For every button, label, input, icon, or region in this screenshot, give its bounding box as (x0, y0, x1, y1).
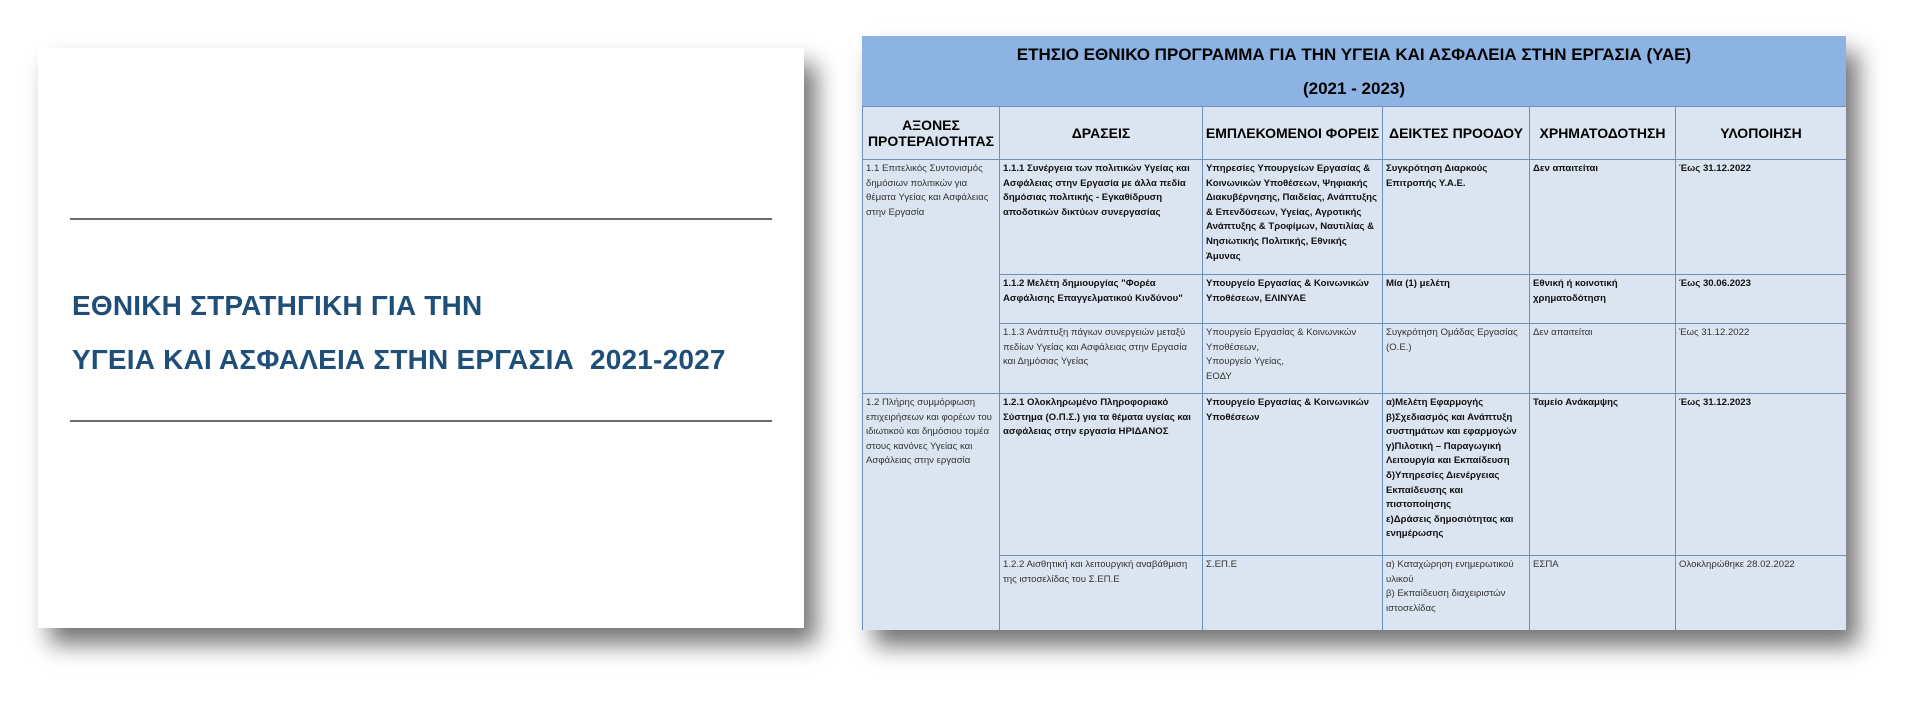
implementation-cell: Έως 30.06.2023 (1676, 275, 1847, 324)
header-implementation: ΥΛΟΠΟΙΗΣΗ (1676, 107, 1847, 160)
action-cell: 1.2.2 Αισθητική και λειτουργική αναβάθμιση της ιστοσελίδας του Σ.ΕΠ.Ε (1000, 556, 1203, 631)
axis-cell: 1.2 Πλήρης συμμόρφωση επιχειρήσεων και φορέων του ιδιωτικού και δημόσιου τομέα στους κανόνες Υγείας και Ασφάλειας στην εργασία (863, 394, 1000, 556)
action-cell: 1.1.2 Μελέτη δημιουργίας "Φορέα Ασφάλισης Επαγγελματικού Κινδύνου" (1000, 275, 1203, 324)
action-plan-slide (862, 36, 1846, 630)
axis-cell (863, 324, 1000, 394)
axis-cell: 1.1 Επιτελικός Συντονισμός δημόσιων πολιτικών για θέματα Υγείας και Ασφάλειας στην Εργασία (863, 160, 1000, 275)
bodies-cell: Σ.ΕΠ.Ε (1203, 556, 1383, 631)
table-row (863, 556, 1847, 631)
table-row (863, 160, 1847, 275)
table-row (863, 275, 1847, 324)
header-indicators: ΔΕΙΚΤΕΣ ΠΡΟΟΔΟΥ (1383, 107, 1530, 160)
funding-cell: Δεν απαιτείται (1530, 160, 1676, 275)
axis-cell (863, 275, 1000, 324)
header-funding: ΧΡΗΜΑΤΟΔΟΤΗΣΗ (1530, 107, 1676, 160)
indicator-cell: Συγκρότηση Διαρκούς Επιτροπής Υ.Α.Ε. (1383, 160, 1530, 275)
header-actions: ΔΡΑΣΕΙΣ (1000, 107, 1203, 160)
action-cell: 1.1.1 Συνέργεια των πολιτικών Υγείας και Ασφάλειας στην Εργασία με άλλα πεδία δημόσιας πολιτικής - Εγκαθίδρυση αποδοτικών δικτύων συνεργασίας (1000, 160, 1203, 275)
cover-slide (38, 48, 804, 628)
bottom-divider (70, 420, 772, 422)
header-axes: ΑΞΟΝΕΣ ΠΡΟΤΕΡΑΙΟΤΗΤΑΣ (863, 107, 1000, 160)
indicator-cell: α)Μελέτη Εφαρμογής β)Σχεδιασμός και Ανάπτυξη συστημάτων και εφαρμογών γ)Πιλοτική – Παραγωγική Λειτουργία και Εκπαίδευση δ)Υπηρεσίες Διενέργειας Εκπαίδευσης και πιστοποίησης ε)Δράσεις δημοσιότητας και ενημέρωσης (1383, 394, 1530, 556)
table-row (863, 324, 1847, 394)
implementation-cell: Έως 31.12.2022 (1676, 324, 1847, 394)
funding-cell: ΕΣΠΑ (1530, 556, 1676, 631)
table-header-row (863, 107, 1847, 160)
indicator-cell: Μία (1) μελέτη (1383, 275, 1530, 324)
bodies-cell: Υπηρεσίες Υπουργείων Εργασίας & Κοινωνικών Υποθέσεων, Ψηφιακής Διακυβέρνησης, Παιδείας, Ανάπτυξης & Επενδύσεων, Υγείας, Αγροτικής Ανάπτυξης & Τροφίμων, Ναυτιλίας & Νησιωτικής Πολιτικής, Εθνικής Άμυνας (1203, 160, 1383, 275)
header-bodies: ΕΜΠΛΕΚΟΜΕΝΟΙ ΦΟΡΕΙΣ (1203, 107, 1383, 160)
plan-title: ΕΤΗΣΙΟ ΕΘΝΙΚΟ ΠΡΟΓΡΑΜΜΑ ΓΙΑ ΤΗΝ ΥΓΕΙΑ ΚΑΙ ΑΣΦΑΛΕΙΑ ΣΤΗΝ ΕΡΓΑΣΙΑ (ΥΑΕ) (1016, 45, 1692, 64)
top-divider (70, 218, 772, 220)
action-cell: 1.2.1 Ολοκληρωμένο Πληροφοριακό Σύστημα (Ο.Π.Σ.) για τα θέματα υγείας και ασφάλειας στην εργασία ΗΡΙΔΑΝΟΣ (1000, 394, 1203, 556)
cover-title-line-2: ΥΓΕΙΑ ΚΑΙ ΑΣΦΑΛΕΙΑ ΣΤΗΝ ΕΡΓΑΣΙΑ 2021-2027 (72, 344, 726, 375)
indicator-cell: α) Καταχώρηση ενημερωτικού υλικού β) Εκπαίδευση διαχειριστών ιστοσελίδας (1383, 556, 1530, 631)
bodies-cell: Υπουργείο Εργασίας & Κοινωνικών Υποθέσεων, ΕΛΙΝΥΑΕ (1203, 275, 1383, 324)
plan-table (862, 106, 1846, 630)
funding-cell: Εθνική ή κοινοτική χρηματοδότηση (1530, 275, 1676, 324)
implementation-cell: Έως 31.12.2022 (1676, 160, 1847, 275)
implementation-cell: Ολοκληρώθηκε 28.02.2022 (1676, 556, 1847, 631)
cover-title-line-1: ΕΘΝΙΚΗ ΣΤΡΑΤΗΓΙΚΗ ΓΙΑ ΤΗΝ (72, 290, 483, 321)
funding-cell: Δεν απαιτείται (1530, 324, 1676, 394)
action-cell: 1.1.3 Ανάπτυξη πάγιων συνεργειών μεταξύ πεδίων Υγείας και Ασφάλειας στην Εργασία και Δημόσιας Υγείας (1000, 324, 1203, 394)
plan-period: (2021 - 2023) (1302, 79, 1406, 98)
funding-cell: Ταμείο Ανάκαμψης (1530, 394, 1676, 556)
implementation-cell: Έως 31.12.2023 (1676, 394, 1847, 556)
bodies-cell: Υπουργείο Εργασίας & Κοινωνικών Υποθέσεων (1203, 394, 1383, 556)
table-row (863, 394, 1847, 556)
plan-header (862, 36, 1846, 106)
indicator-cell: Συγκρότηση Ομάδας Εργασίας (Ο.Ε.) (1383, 324, 1530, 394)
axis-cell (863, 556, 1000, 631)
bodies-cell: Υπουργείο Εργασίας & Κοινωνικών Υποθέσεων, Υπουργείο Υγείας, ΕΟΔΥ (1203, 324, 1383, 394)
